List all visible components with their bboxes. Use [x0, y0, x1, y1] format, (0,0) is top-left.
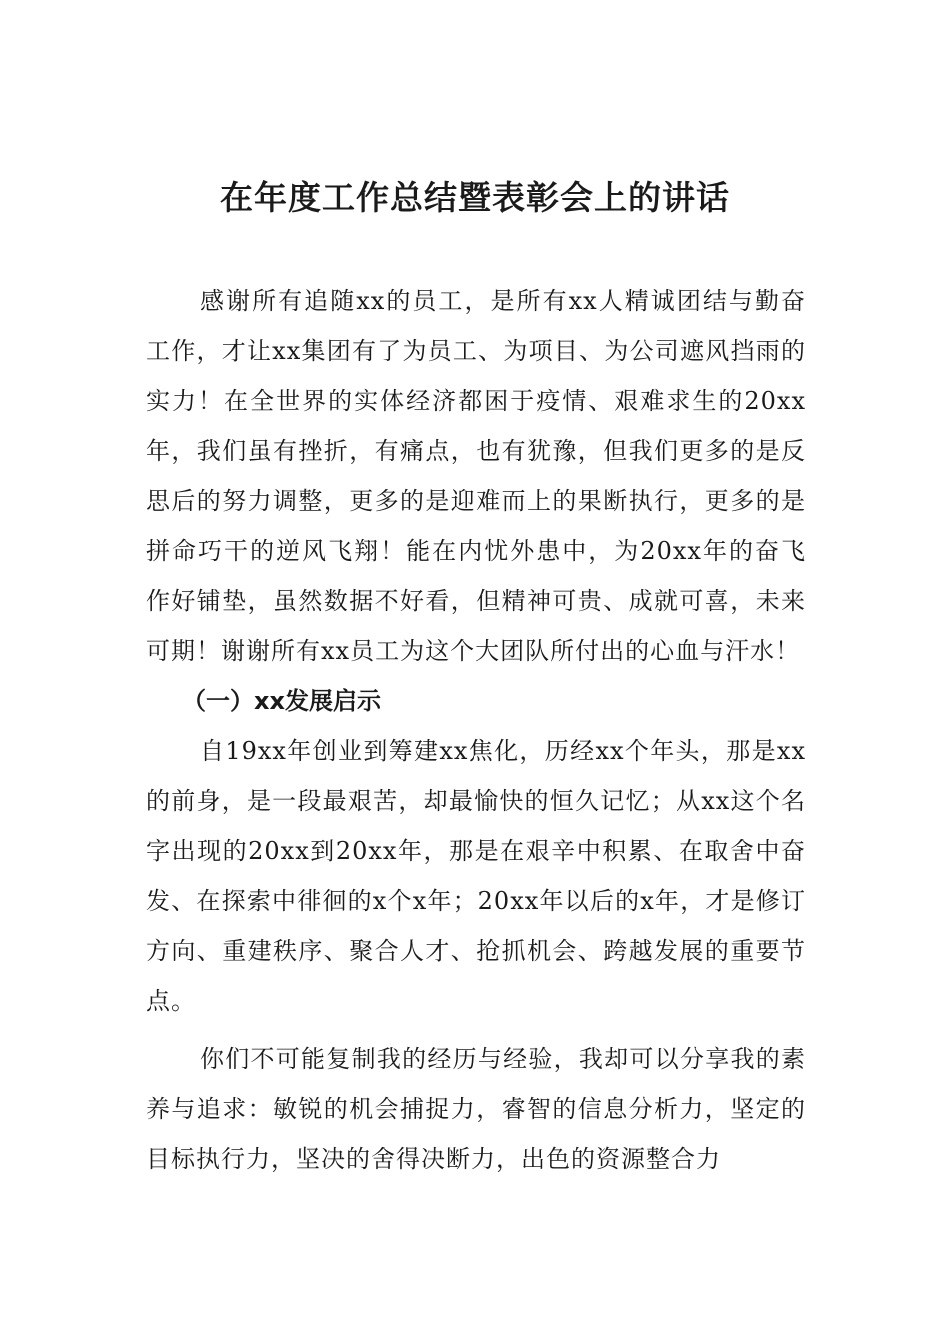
document-body [146, 276, 806, 1184]
page-title: 在年度工作总结暨表彰会上的讲话 [220, 178, 730, 217]
paragraph-thanks: 感谢所有追随xx的员工，是所有xx人精诚团结与勤奋工作，才让xx集团有了为员工、为项目、为公司遮风挡雨的实力！在全世界的实体经济都困于疫情、艰难求生的20xx年，我们虽有挫折，有痛点，也有犹豫，但我们更多的是反思后的努力调整，更多的是迎难而上的果断执行，更多的是拼命巧干的逆风飞翔！能在内忧外患中，为20xx年的奋飞作好铺垫，虽然数据不好看，但精神可贵、成就可喜，未来可期！谢谢所有xx员工为这个大团队所付出的心血与汗水！ [146, 287, 806, 665]
section-heading: （一）xx发展启示 [182, 687, 381, 715]
paragraph-qualities: 你们不可能复制我的经历与经验，我却可以分享我的素养与追求：敏锐的机会捕捉力，睿智的信息分析力，坚定的目标执行力，坚决的舍得决断力，出色的资源整合力 [146, 1045, 806, 1173]
paragraph-history: 自19xx年创业到筹建xx焦化，历经xx个年头，那是xx的前身，是一段最艰苦，却最愉快的恒久记忆；从xx这个名字出现的20xx到20xx年，那是在艰辛中积累、在取舍中奋发、在探索中徘徊的x个x年；20xx年以后的x年，才是修订方向、重建秩序、聚合人才、抢抓机会、跨越发展的重要节点。 [146, 737, 806, 1015]
